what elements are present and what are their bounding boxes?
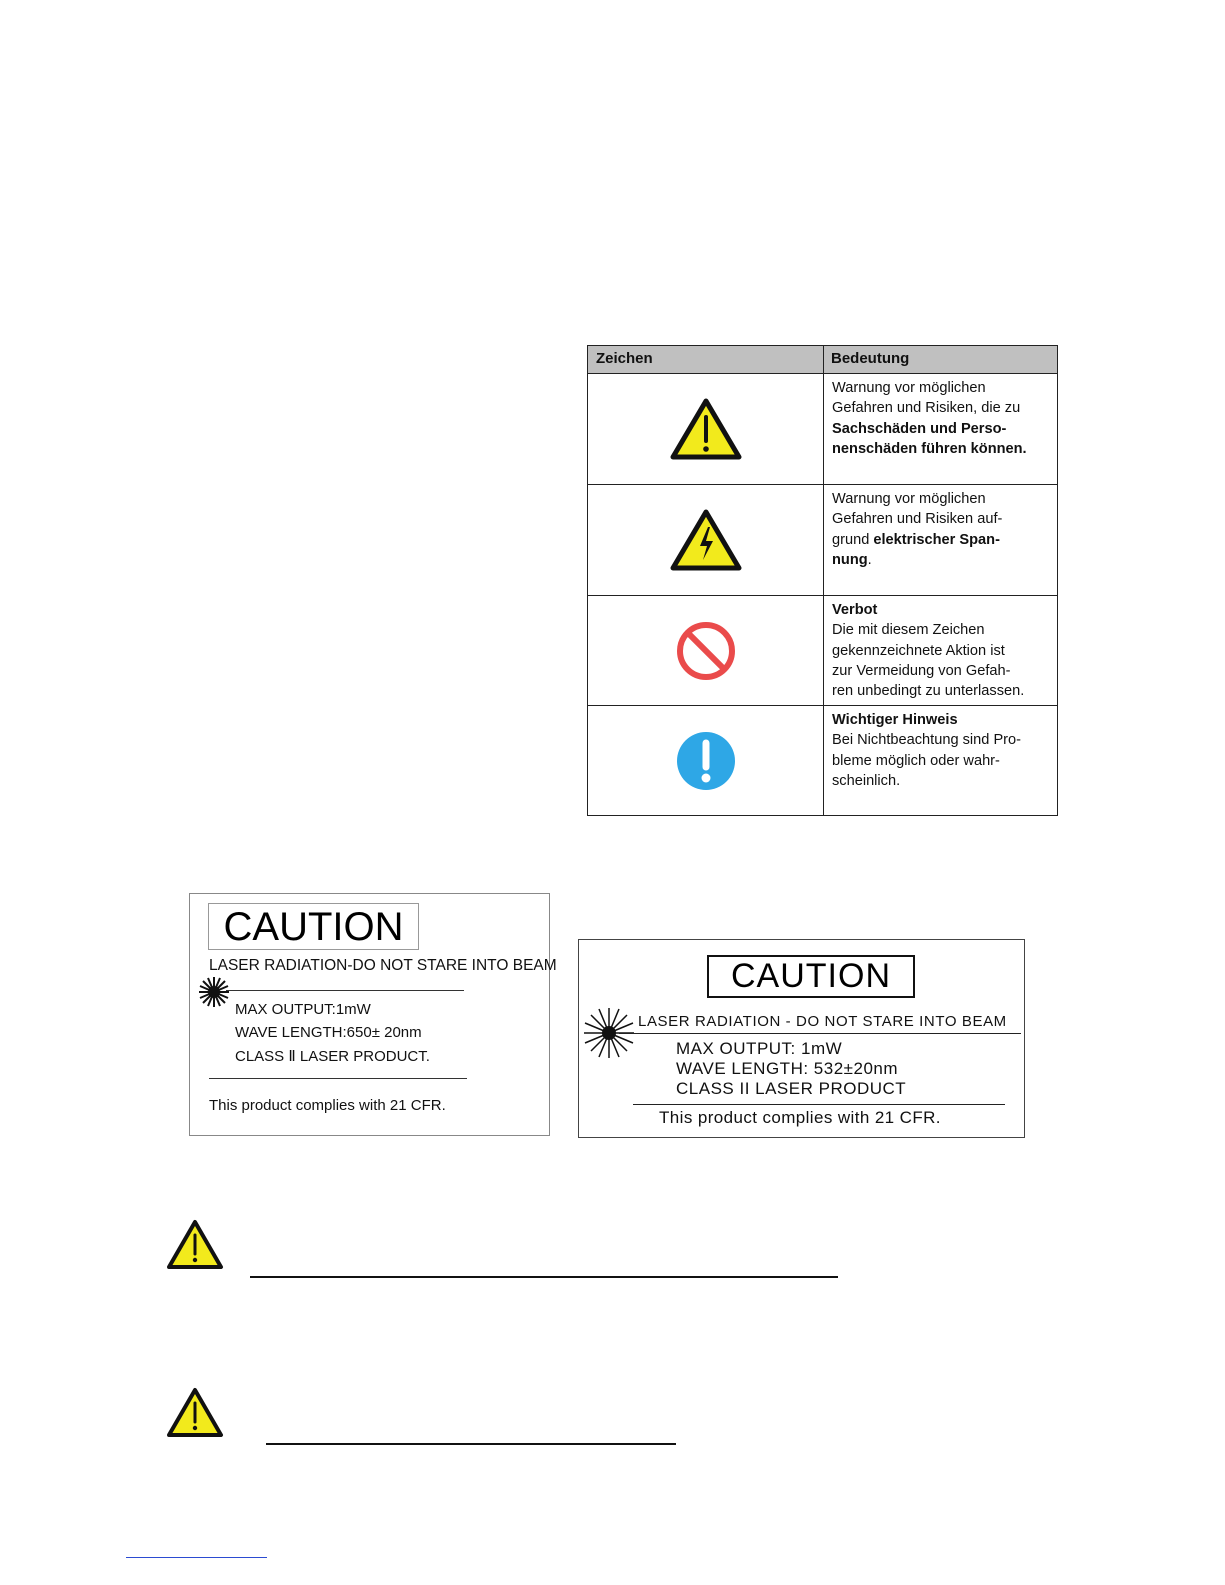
max-output-text: MAX OUTPUT:1mW [235,1001,371,1018]
footer-link-underline[interactable] [126,1557,267,1558]
desc-line: bleme möglich oder wahr- [832,752,1000,769]
row-description [832,378,1056,459]
desc-line: gekennzeichnete Aktion ist [832,642,1005,659]
table-row [588,485,1057,596]
desc-line: Bei Nichtbeachtung sind Pro- [832,732,1022,749]
laser-caution-label-532nm [578,939,1025,1138]
laser-warning-text: LASER RADIATION - DO NOT STARE INTO BEAM [638,1013,1007,1030]
row-description [832,710,1056,791]
warning-triangle-exclamation-icon [588,374,823,484]
warning-underline [250,1276,838,1278]
desc-line-bold: nung [832,551,868,568]
max-output-text: MAX OUTPUT: 1mW [676,1039,843,1058]
laser-class-text: CLASS Ⅱ LASER PRODUCT. [235,1048,430,1065]
desc-line: Die mit diesem Zeichen [832,622,985,639]
desc-line-bold: Verbot [832,602,878,618]
important-notice-icon [588,706,823,816]
laser-starburst-icon [198,976,230,1008]
wave-length-text: WAVE LENGTH:650± 20nm [235,1024,422,1041]
desc-line-bold: elektrischer Span- [873,531,1000,548]
desc-line: Warnung vor möglichen [832,491,986,507]
electrical-hazard-icon [588,485,823,595]
warning-underline [266,1443,676,1445]
symbol-table [587,345,1058,816]
laser-caution-label-650nm [189,893,557,1136]
desc-line: Gefahren und Risiken auf- [832,511,1003,528]
warning-triangle-icon [166,1219,224,1271]
caution-heading: CAUTION [208,903,419,950]
table-row [588,596,1057,706]
wave-length-text: WAVE LENGTH: 532±20nm [676,1059,899,1078]
desc-line-bold: nenschäden führen können. [832,440,1027,457]
desc-line: zur Vermeidung von Gefah- [832,662,1011,679]
header-sign: Zeichen [596,350,653,367]
laser-class-text: CLASS II LASER PRODUCT [676,1079,907,1098]
row-description [832,489,1056,570]
compliance-text: This product complies with 21 CFR. [659,1108,941,1127]
desc-line: grund [832,531,874,548]
table-row [588,706,1057,816]
header-meaning: Bedeutung [831,350,910,367]
caution-heading: CAUTION [707,955,915,998]
desc-line: Gefahren und Risiken, die zu [832,400,1021,417]
desc-line-bold: Wichtiger Hinweis [832,712,958,728]
table-row [588,374,1057,485]
divider [633,1104,1005,1105]
desc-line: scheinlich. [832,772,901,789]
desc-line: ren unbedingt zu unterlassen. [832,683,1025,700]
desc-line: Warnung vor möglichen [832,380,986,396]
divider [209,1078,467,1079]
desc-line: . [867,551,872,568]
divider [226,990,464,991]
divider [619,1033,1021,1034]
prohibition-icon [588,596,823,705]
warning-triangle-icon [166,1387,224,1439]
desc-line-bold: Sachschäden und Perso- [832,420,1007,437]
row-description [832,600,1056,701]
laser-warning-text: LASER RADIATION-DO NOT STARE INTO BEAM [209,957,557,974]
compliance-text: This product complies with 21 CFR. [209,1097,446,1114]
